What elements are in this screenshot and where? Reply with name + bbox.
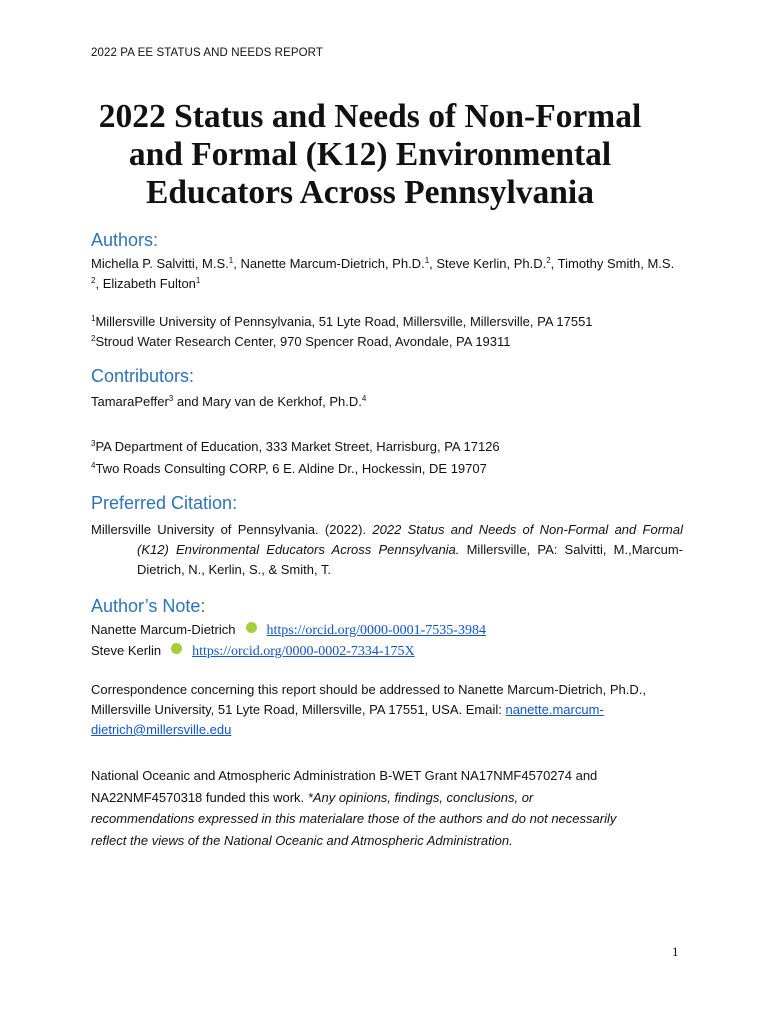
affiliation-text: Stroud Water Research Center, 970 Spencer Road, Avondale, PA 19311 — [95, 333, 511, 349]
author-affiliation-sup: 2 — [91, 275, 96, 285]
author-note-heading: Author’s Note: — [91, 596, 206, 616]
author-separator: , — [429, 256, 437, 271]
affiliation-sup: 3 — [91, 439, 96, 448]
affiliation-line — [91, 436, 683, 458]
authors-heading: Authors: — [91, 230, 159, 250]
funding-text: National Oceanic and Atmospheric Administration B-WET Grant NA17NMF4570274 and NA22NMF4570318 funded this work. — [91, 768, 598, 805]
orcid-row — [91, 641, 691, 662]
citation-title: 2022 Status and Needs of Non-Formal and Formal (K12) Environmental Educators Across Pennsylvania. — [137, 522, 683, 557]
affiliation-line — [91, 332, 683, 352]
affiliation-text: PA Department of Education, 333 Market Street, Harrisburg, PA 17126 — [95, 439, 500, 454]
contributor-joiner: and — [173, 394, 203, 409]
contributor-sup: 3 — [168, 394, 174, 403]
orcid-list — [91, 620, 691, 662]
author-name: Steve Kerlin, Ph.D. — [436, 256, 547, 271]
author-name: Elizabeth Fulton — [102, 275, 196, 291]
contributors-heading: Contributors: — [91, 366, 195, 386]
affiliation-text: Two Roads Consulting CORP, 6 E. Aldine Dr., Hockessin, DE 19707 — [95, 461, 487, 476]
author-separator: , — [550, 256, 558, 271]
orcid-link[interactable]: https://orcid.org/0000-0002-7334-175X — [192, 644, 415, 659]
correspondence-text: Correspondence concerning this report should be addressed to Nanette Marcum-Dietrich, Ph.D., Millersville University, 51 Lyte Road, Millersville, PA 17551, USA. Email: — [91, 682, 646, 717]
contributors-list — [91, 392, 683, 412]
author-name: Michella P. Salvitti, M.S. — [91, 256, 229, 271]
affiliation-text: Millersville University of Pennsylvania, 51 Lyte Road, Millersville, Millersville, PA 17551 — [95, 314, 593, 329]
affiliation-sup: 4 — [91, 461, 96, 470]
author-affiliations — [91, 312, 683, 351]
author-affiliation-sup: 1 — [228, 256, 234, 265]
affiliation-sup: 2 — [91, 333, 96, 343]
orcid-person-name: Steve Kerlin — [91, 643, 162, 658]
title-line-3: Educators Across Pennsylvania — [146, 174, 594, 211]
affiliation-line — [91, 312, 683, 332]
title-line-1: 2022 Status and Needs of Non-Formal — [98, 98, 642, 135]
author-separator: , — [233, 256, 241, 271]
authors-list — [91, 254, 683, 293]
correspondence-paragraph — [91, 680, 687, 740]
running-header: 2022 PA EE STATUS AND NEEDS REPORT — [91, 47, 323, 59]
orcid-person-name: Nanette Marcum-Dietrich — [91, 622, 236, 637]
orcid-icon — [246, 622, 257, 633]
contributor-name: TamaraPeffer — [91, 394, 169, 409]
author-affiliation-sup: 1 — [424, 256, 430, 265]
author-name: Timothy Smith, M.S. — [557, 256, 675, 271]
citation-heading: Preferred Citation: — [91, 493, 238, 513]
disclaimer-text: *Any opinions, findings, conclusions, or recommendations expressed in this materialare those of the authors and do not necessarily reflect the views of the National Oceanic and Atmospheric Administration. — [91, 789, 617, 848]
citation-text — [91, 520, 683, 580]
document-title — [60, 98, 680, 212]
author-affiliation-sup: 1 — [195, 275, 201, 285]
page-number: 1 — [672, 944, 679, 959]
title-line-2: and Formal (K12) Environmental — [128, 136, 612, 173]
contributor-name: Mary van de Kerkhof, Ph.D. — [202, 394, 362, 409]
orcid-icon — [171, 643, 182, 654]
affiliation-line — [91, 458, 683, 480]
orcid-row — [91, 620, 691, 641]
citation-lead: Millersville University of Pennsylvania. (2022). — [91, 522, 373, 537]
orcid-link[interactable]: https://orcid.org/0000-0001-7535-3984 — [266, 623, 486, 638]
funding-paragraph — [91, 765, 631, 851]
citation-tail: Millersville, PA: Salvitti, M.,Marcum-Dietrich, N., Kerlin, S., & Smith, T. — [137, 542, 683, 577]
author-affiliation-sup: 2 — [546, 256, 551, 265]
author-name: Nanette Marcum-Dietrich, Ph.D. — [240, 256, 425, 271]
contributor-affiliations — [91, 436, 683, 480]
affiliation-sup: 1 — [91, 314, 96, 323]
author-separator: , — [95, 275, 103, 291]
contributor-sup: 4 — [361, 394, 367, 403]
email-link[interactable]: nanette.marcum-dietrich@millersville.edu — [91, 702, 604, 737]
